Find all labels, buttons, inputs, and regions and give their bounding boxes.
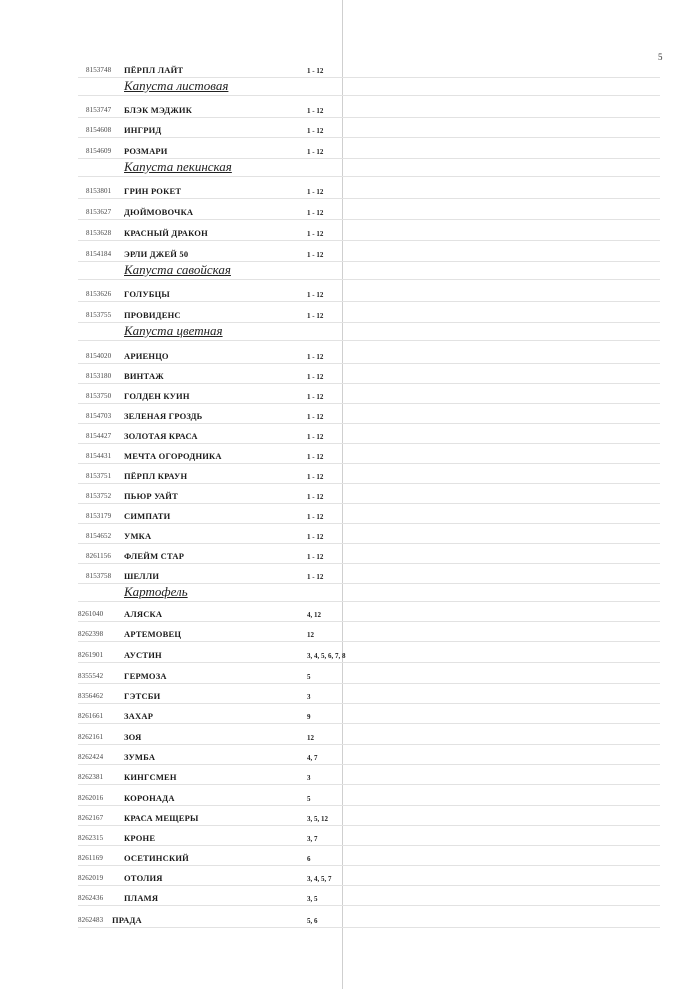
variety-months: 1 - 12	[307, 413, 324, 421]
variety-months: 3, 7	[307, 835, 318, 843]
variety-months: 3	[307, 693, 311, 701]
table-row	[0, 664, 700, 684]
category-heading	[0, 157, 700, 177]
variety-code: 8261901	[78, 651, 104, 659]
variety-months: 1 - 12	[307, 230, 324, 238]
variety-code: 8356462	[78, 692, 104, 700]
variety-code: 8262315	[78, 834, 104, 842]
table-row	[0, 602, 700, 622]
table-row	[0, 344, 700, 364]
variety-months: 1 - 12	[307, 433, 324, 441]
variety-code: 8153801	[86, 187, 112, 195]
row-rule	[78, 176, 660, 177]
variety-name: ДЮЙМОВОЧКА	[124, 207, 194, 217]
variety-code: 8153750	[86, 392, 112, 400]
variety-code: 8154427	[86, 432, 112, 440]
variety-name: ГРИН РОКЕТ	[124, 186, 182, 196]
variety-name: АУСТИН	[124, 650, 162, 660]
table-row	[0, 765, 700, 785]
variety-name: ПЁРПЛ КРАУН	[124, 471, 188, 481]
variety-code: 8261156	[86, 552, 111, 560]
variety-code: 8154652	[86, 532, 112, 540]
table-row	[0, 745, 700, 765]
variety-name: УМКА	[124, 531, 152, 541]
variety-name: МЕЧТА ОГОРОДНИКА	[124, 451, 222, 461]
variety-months: 12	[307, 631, 314, 639]
table-row	[0, 908, 700, 928]
table-row	[0, 684, 700, 704]
variety-months: 1 - 12	[307, 393, 324, 401]
variety-name: ПЬЮР УАЙТ	[124, 491, 178, 501]
table-row	[0, 200, 700, 220]
variety-months: 5, 6	[307, 917, 318, 925]
variety-name: АРТЕМОВЕЦ	[124, 629, 182, 639]
variety-months: 1 - 12	[307, 127, 324, 135]
page-number: 5	[658, 52, 663, 62]
variety-code: 8262019	[78, 874, 104, 882]
category-title: Картофель	[124, 584, 188, 599]
variety-name: ПРАДА	[112, 915, 142, 925]
variety-code: 8261169	[78, 854, 103, 862]
table-row	[0, 424, 700, 444]
row-rule	[78, 279, 660, 280]
variety-name: АЛЯСКА	[124, 609, 163, 619]
variety-name: ЗЕЛЕНАЯ ГРОЗДЬ	[124, 411, 203, 421]
table-row	[0, 179, 700, 199]
table-row	[0, 704, 700, 724]
category-heading	[0, 582, 700, 602]
table-row	[0, 846, 700, 866]
variety-months: 1 - 12	[307, 573, 324, 581]
variety-name: КРОНЕ	[124, 833, 156, 843]
variety-code: 8262483	[78, 916, 104, 924]
table-row	[0, 58, 700, 78]
table-row	[0, 725, 700, 745]
variety-months: 9	[307, 713, 311, 721]
variety-code: 8262016	[78, 794, 104, 802]
table-row	[0, 826, 700, 846]
variety-name: ШЕЛЛИ	[124, 571, 160, 581]
row-rule	[78, 662, 660, 663]
row-rule	[78, 240, 660, 241]
table-row	[0, 364, 700, 384]
row-rule	[78, 784, 660, 785]
variety-code: 8153755	[86, 311, 112, 319]
variety-months: 1 - 12	[307, 493, 324, 501]
row-rule	[78, 723, 660, 724]
row-rule	[78, 137, 660, 138]
table-row	[0, 242, 700, 262]
variety-name: ГОЛДЕН КУИН	[124, 391, 190, 401]
variety-months: 1 - 12	[307, 312, 324, 320]
variety-code: 8262381	[78, 773, 104, 781]
variety-code: 8154608	[86, 126, 112, 134]
variety-code: 8153180	[86, 372, 112, 380]
variety-months: 3	[307, 774, 311, 782]
row-rule	[78, 219, 660, 220]
variety-months: 1 - 12	[307, 453, 324, 461]
table-row	[0, 564, 700, 584]
variety-name: ЗУМБА	[124, 752, 156, 762]
variety-months: 1 - 12	[307, 291, 324, 299]
variety-name: БЛЭК МЭДЖИК	[124, 105, 193, 115]
row-rule	[78, 198, 660, 199]
variety-name: КРАСНЫЙ ДРАКОН	[124, 228, 208, 238]
variety-months: 1 - 12	[307, 353, 324, 361]
variety-name: РОЗМАРИ	[124, 146, 168, 156]
variety-name: ЭРЛИ ДЖЕЙ 50	[124, 249, 189, 259]
variety-code: 8153747	[86, 106, 112, 114]
variety-code: 8261661	[78, 712, 104, 720]
variety-name: ГЕРМОЗА	[124, 671, 167, 681]
variety-code: 8154609	[86, 147, 112, 155]
variety-name: ГЭТСБИ	[124, 691, 161, 701]
variety-code: 8154020	[86, 352, 112, 360]
variety-code: 8262424	[78, 753, 104, 761]
variety-name: ЗОЯ	[124, 732, 142, 742]
table-row	[0, 139, 700, 159]
table-row	[0, 504, 700, 524]
category-title: Капуста савойская	[124, 262, 231, 277]
variety-code: 8262398	[78, 630, 104, 638]
row-rule	[78, 301, 660, 302]
variety-code: 8153751	[86, 472, 112, 480]
table-row	[0, 444, 700, 464]
variety-months: 1 - 12	[307, 188, 324, 196]
variety-name: ОСЕТИНСКИЙ	[124, 853, 189, 863]
variety-months: 3, 5	[307, 895, 318, 903]
table-row	[0, 622, 700, 642]
table-row	[0, 643, 700, 663]
table-row	[0, 866, 700, 886]
table-row	[0, 282, 700, 302]
table-row	[0, 303, 700, 323]
variety-name: ПРОВИДЕНС	[124, 310, 181, 320]
variety-code: 8154431	[86, 452, 112, 460]
variety-code: 8153179	[86, 512, 112, 520]
row-rule	[78, 340, 660, 341]
variety-months: 5	[307, 795, 311, 803]
variety-months: 12	[307, 734, 314, 742]
table-row	[0, 404, 700, 424]
variety-code: 8153627	[86, 208, 112, 216]
variety-code: 8262167	[78, 814, 104, 822]
variety-months: 1 - 12	[307, 148, 324, 156]
variety-months: 4, 12	[307, 611, 321, 619]
variety-name: ИНГРИД	[124, 125, 162, 135]
variety-code: 8154703	[86, 412, 112, 420]
category-title: Капуста цветная	[124, 323, 223, 338]
variety-months: 1 - 12	[307, 107, 324, 115]
variety-name: КРАСА МЕЩЕРЫ	[124, 813, 199, 823]
variety-months: 3, 4, 5, 6, 7, 8	[307, 652, 346, 660]
variety-name: ЗОЛОТАЯ КРАСА	[124, 431, 198, 441]
variety-months: 3, 5, 12	[307, 815, 328, 823]
category-heading	[0, 76, 700, 96]
variety-code: 8261040	[78, 610, 104, 618]
category-title: Капуста листовая	[124, 78, 229, 93]
variety-name: АРИЕНЦО	[124, 351, 169, 361]
category-heading	[0, 321, 700, 341]
variety-months: 1 - 12	[307, 553, 324, 561]
category-heading	[0, 260, 700, 280]
variety-name: ГОЛУБЦЫ	[124, 289, 170, 299]
variety-months: 1 - 12	[307, 251, 324, 259]
table-row	[0, 786, 700, 806]
variety-months: 1 - 12	[307, 473, 324, 481]
table-row	[0, 464, 700, 484]
variety-name: КОРОНАДА	[124, 793, 175, 803]
category-title: Капуста пекинская	[124, 159, 232, 174]
table-row	[0, 98, 700, 118]
variety-months: 1 - 12	[307, 513, 324, 521]
row-rule	[78, 927, 660, 928]
table-row	[0, 886, 700, 906]
variety-name: КИНГСМЕН	[124, 772, 177, 782]
variety-months: 4, 7	[307, 754, 318, 762]
table-row	[0, 806, 700, 826]
table-row	[0, 221, 700, 241]
row-rule	[78, 641, 660, 642]
variety-name: ВИНТАЖ	[124, 371, 164, 381]
variety-code: 8153628	[86, 229, 112, 237]
table-row	[0, 524, 700, 544]
table-row	[0, 544, 700, 564]
table-row	[0, 484, 700, 504]
variety-months: 1 - 12	[307, 67, 324, 75]
variety-months: 6	[307, 855, 311, 863]
variety-code: 8153626	[86, 290, 112, 298]
row-rule	[78, 905, 660, 906]
row-rule	[78, 95, 660, 96]
variety-name: ЗАХАР	[124, 711, 154, 721]
variety-months: 1 - 12	[307, 533, 324, 541]
variety-months: 3, 4, 5, 7	[307, 875, 332, 883]
variety-months: 1 - 12	[307, 209, 324, 217]
variety-name: ФЛЕЙМ СТАР	[124, 551, 185, 561]
variety-months: 5	[307, 673, 311, 681]
variety-name: ПЛАМЯ	[124, 893, 159, 903]
variety-name: СИМПАТИ	[124, 511, 171, 521]
variety-name: ПЁРПЛ ЛАЙТ	[124, 65, 184, 75]
variety-code: 8153748	[86, 66, 112, 74]
variety-code: 8153752	[86, 492, 112, 500]
variety-code: 8262436	[78, 894, 104, 902]
variety-code: 8355542	[78, 672, 104, 680]
variety-code: 8262161	[78, 733, 104, 741]
variety-name: ОТОЛИЯ	[124, 873, 163, 883]
table-row	[0, 118, 700, 138]
variety-months: 1 - 12	[307, 373, 324, 381]
variety-code: 8154184	[86, 250, 112, 258]
variety-code: 8153758	[86, 572, 112, 580]
table-row	[0, 384, 700, 404]
